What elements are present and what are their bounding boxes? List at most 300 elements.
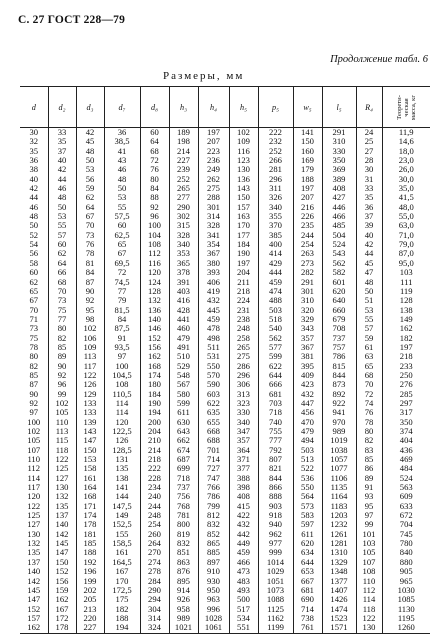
table-cell: 62 [29, 277, 39, 287]
table-cell: 158,5 [104, 539, 140, 548]
table-cell: 48 [356, 278, 382, 287]
table-cell: 320 [293, 306, 322, 315]
table-cell: 66 [48, 268, 76, 277]
table-cell: 239 [169, 165, 198, 174]
table-cell: 381 [293, 352, 322, 361]
table-cell: 40 [48, 156, 76, 165]
table-cell: 393 [198, 268, 229, 277]
table-cell: 1281 [322, 539, 356, 548]
table-cell: 62 [76, 193, 104, 202]
table-cell: 153 [76, 455, 104, 464]
table-cell: 98 [76, 315, 104, 324]
table-cell: 270 [140, 548, 169, 557]
column-header: p₅ [258, 87, 293, 128]
table-cell: 60 [104, 221, 140, 230]
table-cell: 112 [27, 464, 41, 474]
table-cell: 674 [169, 446, 198, 455]
table-cell: 64 [140, 137, 169, 146]
table-cell: 406 [198, 278, 229, 287]
table-cell: 522 [293, 464, 322, 473]
table-cell: 491 [169, 343, 198, 352]
table-cell: 199 [76, 577, 104, 586]
table-cell: 103 [382, 268, 430, 277]
table-cell: 87,5 [104, 324, 140, 333]
table-cell: 227 [76, 623, 104, 633]
table-cell: 52 [29, 230, 39, 240]
table-cell: 38,5 [104, 137, 140, 146]
table-cell: 388 [229, 474, 258, 483]
table-cell: 188 [104, 614, 140, 623]
table-cell: 284 [140, 577, 169, 586]
table-cell: 202 [76, 586, 104, 595]
table-cell: 136 [140, 306, 169, 315]
table-cell: 511 [198, 343, 229, 352]
table-cell: 286 [229, 362, 258, 371]
table-cell: 444 [258, 268, 293, 277]
table-cell: 577 [258, 343, 293, 352]
column-header [382, 87, 430, 128]
table-cell: 304 [140, 605, 169, 614]
table-cell: 865 [198, 539, 229, 548]
table-cell: 524 [382, 474, 430, 483]
table-cell: 414 [258, 249, 293, 258]
table-cell: 48 [104, 175, 140, 184]
table-cell: 668 [198, 427, 229, 436]
table-cell: 120 [27, 492, 41, 502]
table-cell: 863 [169, 558, 198, 567]
table-cell: 111 [382, 278, 430, 287]
table-cell: 703 [258, 399, 293, 408]
table-cell: 378 [169, 268, 198, 277]
table-cell: 350 [382, 418, 430, 427]
table-cell: 365 [169, 259, 198, 268]
table-cell: 141 [293, 128, 322, 138]
table-cell: 142 [48, 530, 76, 539]
table-cell: 290 [140, 586, 169, 595]
table-row [20, 492, 430, 501]
table-cell: 296 [258, 175, 293, 184]
table-row [20, 184, 430, 193]
table-cell: 157 [27, 613, 41, 623]
table-cell: 807 [258, 455, 293, 464]
table-cell: 224 [229, 296, 258, 305]
table-cell: 174 [140, 371, 169, 380]
table-cell: 536 [293, 474, 322, 483]
table-cell: 570 [198, 371, 229, 380]
table-cell: 69,5 [104, 259, 140, 268]
table-continuation-note: Продолжение табл. 6 [330, 54, 428, 65]
table-cell: 190 [140, 399, 169, 408]
table-cell: 180 [140, 380, 169, 389]
table-cell: 324 [140, 623, 169, 633]
table-cell: 330 [322, 147, 356, 156]
table-cell: 146 [140, 324, 169, 333]
table-cell: 1130 [382, 605, 430, 614]
table-cell: 110 [48, 418, 76, 427]
table-cell: 250 [382, 371, 430, 380]
table-row [20, 558, 430, 567]
table-row [20, 156, 430, 165]
table-cell: 61 [356, 343, 382, 352]
table-cell: 815 [322, 362, 356, 371]
table-cell: 88 [140, 193, 169, 202]
table-cell: 222 [140, 464, 169, 473]
table-cell: 92 [76, 296, 104, 305]
table-cell: 1057 [322, 455, 356, 464]
table-cell: 876 [169, 567, 198, 576]
column-header: R₄ [356, 87, 382, 128]
table-cell: 147 [27, 595, 41, 605]
table-cell: 662 [169, 436, 198, 445]
table-cell: 777 [258, 436, 293, 445]
table-cell: 323 [229, 399, 258, 408]
table-cell: 252 [258, 147, 293, 156]
table-cell: 44 [29, 193, 39, 203]
table-cell: 101 [356, 530, 382, 539]
table-cell: 125 [48, 464, 76, 473]
table-cell: 248 [140, 511, 169, 520]
table-cell: 118 [48, 446, 76, 455]
table-cell: 291 [293, 278, 322, 287]
table-cell: 329 [293, 315, 322, 324]
table-cell: 745 [382, 530, 430, 539]
table-cell: 540 [258, 324, 293, 333]
table-cell: 50 [48, 203, 76, 212]
table-cell: 115 [48, 436, 76, 445]
table-cell: 459 [258, 278, 293, 287]
table-cell: 681 [258, 390, 293, 399]
table-cell: 152 [27, 604, 41, 614]
table-cell: 87,0 [382, 249, 430, 258]
table-row [20, 147, 430, 156]
table-cell: 161 [76, 474, 104, 483]
table-cell: 644 [258, 371, 293, 380]
table-cell: 963 [198, 595, 229, 604]
table-row [20, 268, 430, 277]
table-cell: 45 [76, 137, 104, 146]
table-cell: 125 [27, 511, 41, 521]
table-cell: 184 [229, 240, 258, 249]
table-cell: 65 [29, 286, 39, 296]
table-cell: 102 [48, 399, 76, 408]
table-cell: 116 [140, 259, 169, 268]
table-cell: 107 [356, 558, 382, 567]
table-cell: 768 [169, 502, 198, 511]
table-cell: 113 [76, 352, 104, 361]
table-cell: 42 [29, 184, 39, 194]
table-cell: 87 [29, 380, 39, 390]
table-cell: 1077 [322, 464, 356, 473]
table-cell: 232 [258, 137, 293, 146]
table-cell: 427 [322, 193, 356, 202]
table-cell: 207 [293, 193, 322, 202]
table-row [20, 128, 430, 138]
table-cell: 313 [229, 390, 258, 399]
table-cell: 611 [169, 408, 198, 417]
table-row [20, 175, 430, 184]
table-cell: 36 [356, 203, 382, 212]
table-cell: 130 [229, 165, 258, 174]
table-cell: 48,0 [382, 203, 430, 212]
table-cell: 85 [48, 343, 76, 352]
table-cell: 80 [48, 324, 76, 333]
table-cell: 42 [356, 240, 382, 249]
table-cell: 244 [140, 502, 169, 511]
table-cell: 100 [27, 417, 41, 427]
table-cell: 223 [198, 147, 229, 156]
table-cell: 220 [76, 614, 104, 623]
dimensions-table [20, 86, 430, 634]
table-row [20, 324, 430, 333]
table-cell: 704 [382, 520, 430, 529]
table-cell: 403 [169, 287, 198, 296]
table-cell: 168 [140, 362, 169, 371]
column-header: d [20, 87, 48, 128]
table-cell: 643 [169, 427, 198, 436]
table-cell: 288 [198, 193, 229, 202]
table-cell: 354 [198, 240, 229, 249]
table-cell: 67 [29, 296, 39, 306]
table-cell: 198 [169, 137, 198, 146]
table-cell: 73 [29, 324, 39, 334]
table-cell: 310 [293, 296, 322, 305]
table-cell: 851 [169, 548, 198, 557]
table-cell: 416 [169, 296, 198, 305]
table-cell: 139 [76, 418, 104, 427]
table-cell: 72 [104, 268, 140, 277]
table-cell: 832 [169, 539, 198, 548]
table-cell: 504 [322, 231, 356, 240]
table-cell: 644 [293, 558, 322, 567]
table-cell: 1348 [322, 567, 356, 576]
table-cell: 60 [29, 268, 39, 278]
table-cell: 42 [48, 165, 76, 174]
table-cell: 903 [258, 502, 293, 511]
table-cell: 892 [322, 390, 356, 399]
table-cell: 446 [322, 203, 356, 212]
table-cell: 910 [198, 567, 229, 576]
table-cell: 688 [198, 436, 229, 445]
table-cell: 216 [293, 203, 322, 212]
table-cell: 44 [48, 175, 76, 184]
table-cell: 46 [48, 184, 76, 193]
table-cell: 56 [76, 175, 104, 184]
column-header: h₄ [198, 87, 229, 128]
table-cell: 238 [229, 315, 258, 324]
table-cell: 714 [198, 455, 229, 464]
table-cell: 666 [258, 380, 293, 389]
table-cell: 150 [76, 446, 104, 455]
table-cell: 1523 [322, 614, 356, 623]
table-cell: 84 [140, 184, 169, 193]
table-cell: 371 [229, 455, 258, 464]
table-cell: 701 [198, 446, 229, 455]
table-cell: 844 [322, 371, 356, 380]
table-cell: 62 [48, 249, 76, 258]
table-row [20, 446, 430, 455]
table-cell: 950 [198, 586, 229, 595]
table-cell: 79 [104, 296, 140, 305]
table-cell: 781 [169, 511, 198, 520]
table-cell: 503 [293, 446, 322, 455]
table-cell: 77 [104, 287, 140, 296]
table-cell: 89 [356, 474, 382, 483]
table-cell: 57 [356, 324, 382, 333]
table-cell: 275 [198, 184, 229, 193]
table-cell: 127 [27, 520, 41, 530]
table-cell: 120 [140, 268, 169, 277]
table-cell: 210 [140, 436, 169, 445]
table-cell: 163 [229, 212, 258, 221]
table-cell: 81,5 [104, 306, 140, 315]
table-cell: 59 [76, 184, 104, 193]
table-cell: 633 [382, 502, 430, 511]
table-cell: 510 [169, 352, 198, 361]
table-cell: 36 [104, 128, 140, 138]
table-cell: 211 [229, 278, 258, 287]
table-cell: 294 [140, 595, 169, 604]
table-cell: 1162 [258, 614, 293, 623]
table-cell: 291 [322, 128, 356, 138]
table-cell: 84 [104, 315, 140, 324]
table-cell: 597 [293, 520, 322, 529]
table-cell: 97 [104, 352, 140, 361]
table-cell: 330 [229, 408, 258, 417]
table-cell: 25 [356, 137, 382, 146]
table-cell: 197 [229, 259, 258, 268]
table-cell: 747 [198, 474, 229, 483]
table-cell: 364 [229, 446, 258, 455]
table-cell: 167 [104, 567, 140, 576]
table-cell: 275 [229, 352, 258, 361]
table-cell: 449 [229, 539, 258, 548]
table-cell: 102 [229, 128, 258, 138]
table-cell: 140 [48, 520, 76, 529]
table-cell: 82 [48, 334, 76, 343]
table-cell: 116 [229, 147, 258, 156]
table-cell: 756 [169, 492, 198, 501]
table-cell: 30 [29, 127, 39, 137]
table-cell: 1426 [322, 595, 356, 604]
table-cell: 389 [322, 175, 356, 184]
table-cell: 459 [198, 315, 229, 324]
table-cell: 78 [76, 249, 104, 258]
table-cell: 152 [48, 567, 76, 576]
table-row [20, 539, 430, 548]
table-cell: 290 [169, 203, 198, 212]
table-row [20, 455, 430, 464]
column-header: d₂ [48, 87, 76, 128]
table-cell: 282 [293, 268, 322, 277]
table-cell: 635 [198, 408, 229, 417]
table-cell: 113 [48, 427, 76, 436]
table-cell: 488 [258, 296, 293, 305]
table-cell: 441 [169, 315, 198, 324]
table-cell: 603 [198, 390, 229, 399]
table-cell: 655 [198, 418, 229, 427]
table-cell: 24 [356, 128, 382, 138]
table-cell: 119 [382, 287, 430, 296]
table-cell: 328 [169, 231, 198, 240]
table-cell: 583 [293, 511, 322, 520]
table-cell: 102 [27, 427, 41, 436]
table-cell: 260 [140, 530, 169, 539]
table-cell: 840 [382, 548, 430, 557]
table-cell: 1377 [322, 577, 356, 586]
table-cell: 1164 [322, 492, 356, 501]
table-cell: 524 [322, 240, 356, 249]
table-cell: 962 [258, 530, 293, 539]
table-cell: 1310 [322, 548, 356, 557]
table-cell: 385 [258, 231, 293, 240]
table-cell: 33 [356, 184, 382, 193]
table-cell: 140 [140, 315, 169, 324]
table-cell: 550 [293, 483, 322, 492]
table-cell: 123 [229, 156, 258, 165]
table-cell: 244 [293, 231, 322, 240]
table-cell: 531 [198, 352, 229, 361]
table-cell: 456 [293, 408, 322, 417]
table-cell: 149 [104, 511, 140, 520]
table-cell: 965 [382, 577, 430, 586]
column-header: w₅ [293, 87, 322, 128]
table-cell: 340 [229, 418, 258, 427]
table-cell: 100 [104, 362, 140, 371]
table-cell: 70 [356, 380, 382, 389]
table-cell: 44 [356, 249, 382, 258]
table-row [20, 380, 430, 389]
table-cell: 766 [198, 483, 229, 492]
table-cell: 226 [293, 212, 322, 221]
table-header-row [20, 87, 430, 128]
table-cell: 14,6 [382, 137, 430, 146]
table-cell: 114 [104, 408, 140, 417]
table-cell: 110 [27, 455, 41, 465]
table-cell: 120 [104, 418, 140, 427]
table-cell: 1195 [382, 614, 430, 623]
column-header: d₃ [76, 87, 104, 128]
column-header: h₃ [169, 87, 198, 128]
table-cell: 484 [382, 464, 430, 473]
table-cell: 41,5 [382, 193, 430, 202]
table-cell: 131 [104, 455, 140, 464]
column-header: h₅ [229, 87, 258, 128]
table-cell: 78 [356, 418, 382, 427]
table-cell: 114 [104, 399, 140, 408]
table-cell: 391 [169, 278, 198, 287]
table-row [20, 399, 430, 408]
table-cell: 85 [29, 370, 39, 380]
table-cell: 76 [356, 408, 382, 417]
table-cell: 466 [322, 212, 356, 221]
table-cell: 48 [76, 147, 104, 156]
table-cell: 58 [29, 258, 39, 268]
table-cell: 130 [356, 623, 382, 633]
table-cell: 145 [48, 539, 76, 548]
table-cell: 419 [198, 287, 229, 296]
table-cell: 36 [29, 156, 39, 166]
table-cell: 940 [258, 520, 293, 529]
table-cell: 1014 [258, 558, 293, 567]
table-row [20, 371, 430, 380]
table-cell: 85 [356, 455, 382, 464]
table-cell: 162 [140, 352, 169, 361]
table-cell: 33 [48, 128, 76, 138]
table-cell: 470 [293, 418, 322, 427]
table-cell: 1474 [322, 605, 356, 614]
table-cell: 104,5 [104, 371, 140, 380]
table-cell: 38 [29, 165, 39, 175]
